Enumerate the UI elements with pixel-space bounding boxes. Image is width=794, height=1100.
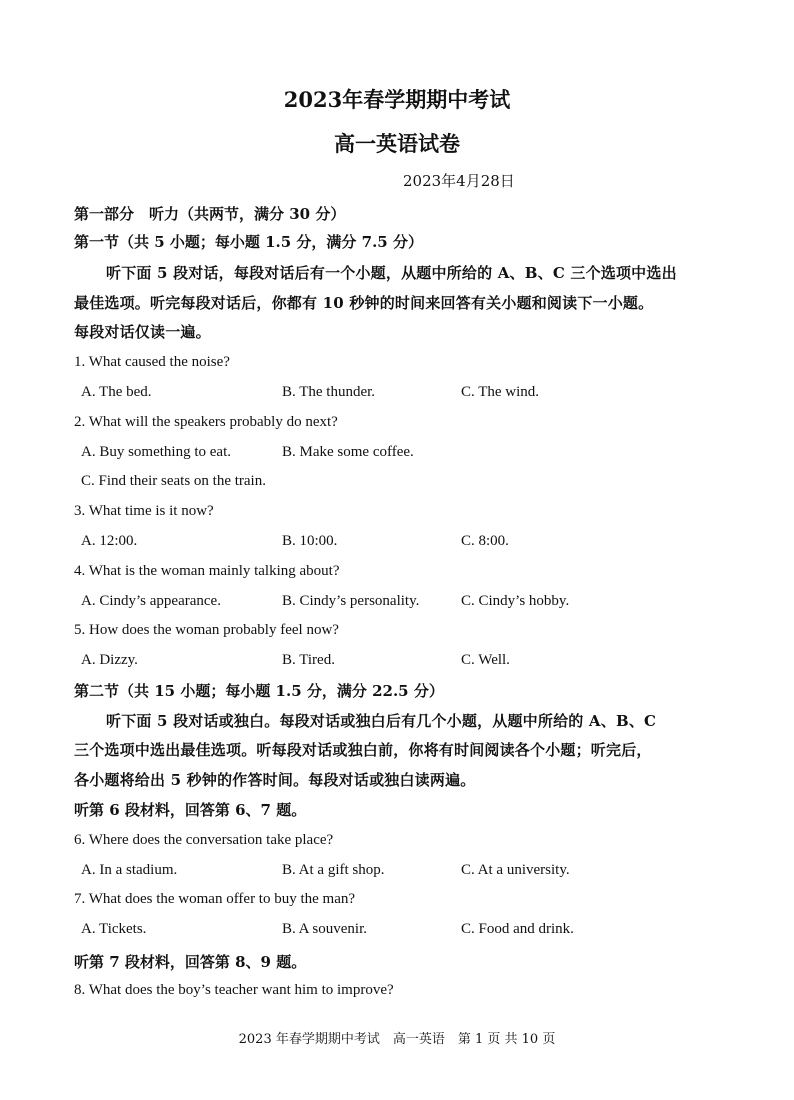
section1-instructions-line2: 最佳选项。听完每段对话后，你都有 10 秒钟的时间来回答有关小题和阅读下一小题。: [74, 294, 654, 312]
question-4-option-b: B. Cindy’s personality.: [282, 593, 420, 609]
question-6-option-c: C. At a university.: [461, 862, 570, 878]
question-4-option-a: A. Cindy’s appearance.: [81, 593, 221, 609]
question-2-option-c: C. Find their seats on the train.: [81, 473, 266, 489]
section2-heading: 第二节（共 15 小题；每小题 1.5 分，满分 22.5 分）: [74, 682, 444, 700]
section1-heading: 第一节（共 5 小题；每小题 1.5 分，满分 7.5 分）: [74, 233, 423, 251]
question-6: 6. Where does the conversation take place?: [74, 832, 334, 848]
question-2-option-b: B. Make some coffee.: [282, 444, 414, 460]
question-5-option-c: C. Well.: [461, 652, 510, 668]
question-1-option-a: A. The bed.: [81, 384, 152, 400]
question-4: 4. What is the woman mainly talking about?: [74, 563, 340, 579]
exam-title: 2023年春学期期中考试: [283, 87, 511, 112]
question-7-option-a: A. Tickets.: [81, 921, 147, 937]
section2-instructions-line1: 听下面 5 段对话或独白。每段对话或独白后有几个小题，从题中所给的 A、B、C: [106, 712, 657, 730]
section2-instructions-line2: 三个选项中选出最佳选项。听每段对话或独白前，你将有时间阅读各个小题；听完后，: [74, 741, 652, 759]
question-5-option-b: B. Tired.: [282, 652, 335, 668]
material-6-instruction: 听第 6 段材料，回答第 6、7 题。: [74, 801, 307, 819]
question-6-option-b: B. At a gift shop.: [282, 862, 385, 878]
part1-heading: 第一部分 听力（共两节，满分 30 分）: [74, 205, 346, 223]
question-4-option-c: C. Cindy’s hobby.: [461, 593, 570, 609]
question-8: 8. What does the boy’s teacher want him to improve?: [74, 982, 394, 998]
question-6-option-a: A. In a stadium.: [81, 862, 178, 878]
paper-title: 高一英语试卷: [334, 131, 460, 156]
question-7-option-b: B. A souvenir.: [282, 921, 368, 937]
question-3-option-c: C. 8:00.: [461, 533, 509, 549]
question-3-option-b: B. 10:00.: [282, 533, 338, 549]
question-1-option-c: C. The wind.: [461, 384, 540, 400]
material-7-instruction: 听第 7 段材料，回答第 8、9 题。: [74, 953, 307, 971]
question-1: 1. What caused the noise?: [74, 354, 230, 370]
question-3: 3. What time is it now?: [74, 503, 214, 519]
question-2: 2. What will the speakers probably do next?: [74, 414, 338, 430]
section1-instructions-line1: 听下面 5 段对话，每段对话后有一个小题，从题中所给的 A、B、C 三个选项中选出: [106, 264, 677, 282]
exam-date: 2023年4月28日: [403, 172, 515, 190]
question-7-option-c: C. Food and drink.: [461, 921, 574, 937]
section1-instructions-line3: 每段对话仅读一遍。: [74, 323, 211, 341]
question-3-option-a: A. 12:00.: [81, 533, 138, 549]
question-5: 5. How does the woman probably feel now?: [74, 622, 339, 638]
section2-instructions-line3: 各小题将给出 5 秒钟的作答时间。每段对话或独白读两遍。: [74, 771, 476, 789]
page-footer: 2023 年春学期期中考试 高一英语 第 1 页 共 10 页: [238, 1032, 556, 1047]
question-5-option-a: A. Dizzy.: [81, 652, 138, 668]
question-1-option-b: B. The thunder.: [282, 384, 376, 400]
question-2-option-a: A. Buy something to eat.: [81, 444, 231, 460]
question-7: 7. What does the woman offer to buy the man?: [74, 891, 356, 907]
